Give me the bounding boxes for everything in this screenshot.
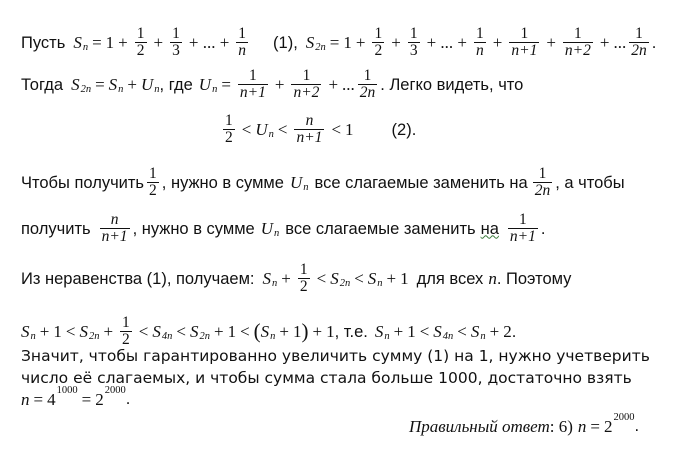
- frac-1-2: $\frac{1}{2}$: [374, 25, 383, 60]
- sub-n: n: [30, 330, 36, 342]
- op-dots: ...: [613, 33, 627, 53]
- answer-label: Правильный ответ: [409, 417, 550, 436]
- math-S: S: [71, 75, 80, 95]
- num-two: 2: [604, 417, 613, 436]
- op-plus: +: [393, 322, 404, 342]
- math-U: U: [255, 120, 268, 140]
- op-lt: <: [331, 120, 342, 140]
- sub-n: n: [272, 277, 278, 289]
- math-S: S: [433, 322, 442, 342]
- line-chain: [21, 315, 516, 349]
- frac-n-n-plus-1: $\frac{n}{n+1}$: [101, 211, 128, 246]
- exp-1000: 1000: [56, 385, 78, 397]
- op-plus: +: [492, 33, 503, 53]
- exp-2000: 2000: [613, 412, 635, 424]
- op-lt: <: [354, 269, 364, 289]
- op-eq: =: [221, 75, 231, 95]
- num-two: 2: [503, 322, 512, 342]
- frac-1-2n: $\frac{1}{2n}$: [534, 165, 551, 200]
- math-S: S: [330, 269, 339, 289]
- text-chtoby: Чтобы получить: [21, 173, 145, 192]
- num-one: 1: [105, 33, 115, 53]
- frac-1-n-plus-1: $\frac{1}{n+1}$: [239, 67, 266, 102]
- sub-2n: 2n: [80, 83, 92, 95]
- label-eq2: (2).: [391, 120, 417, 139]
- sub-n: n: [212, 83, 218, 95]
- frac-1-2n: $\frac{1}{2n}$: [631, 25, 647, 60]
- frac-1-n-plus-2: $\frac{1}{n+2}$: [293, 67, 320, 102]
- op-lt: <: [419, 322, 430, 342]
- num-one: 1: [227, 322, 237, 342]
- frac-1-2: $\frac{1}{2}$: [122, 314, 130, 349]
- num-four: 4: [47, 390, 56, 409]
- math-n: n: [577, 417, 587, 436]
- math-S: S: [108, 75, 118, 95]
- num-one: 1: [400, 269, 409, 289]
- num-one: 1: [53, 322, 62, 342]
- sub-n: n: [303, 181, 309, 193]
- line-chtoby: [21, 166, 625, 200]
- text-nuzhno: , нужно в сумме: [161, 173, 284, 192]
- math-S: S: [470, 322, 480, 342]
- line-znachit-1: Значит, чтобы гарантированно увеличить сумму (1) на 1, нужно учетверить: [21, 347, 650, 365]
- line-znachit-2: число её слагаемых, и чтобы сумма стала больше 1000, достаточно взять: [21, 369, 632, 387]
- sub-n: n: [384, 330, 390, 342]
- sub-4n: 4n: [161, 330, 173, 342]
- text-te: , т.е.: [334, 322, 368, 341]
- text-vse: все слагаемые заменить: [285, 219, 476, 238]
- op-plus: +: [153, 33, 164, 53]
- frac-1-n-plus-2: $\frac{1}{n+2}$: [564, 25, 591, 60]
- text-poluchit: получить: [21, 219, 91, 238]
- paren-right: ): [301, 319, 309, 344]
- op-plus: +: [118, 33, 128, 53]
- text-dot: .: [511, 322, 517, 341]
- text-vse: все слагаемые заменить на: [314, 173, 528, 192]
- num-one: 1: [343, 33, 352, 53]
- sub-n: n: [274, 227, 280, 239]
- line-definitions: [21, 26, 656, 60]
- op-plus: +: [213, 322, 224, 342]
- sub-n: n: [268, 128, 274, 140]
- paren-left: (: [253, 319, 261, 344]
- math-U: U: [198, 75, 212, 95]
- math-n: n: [488, 269, 497, 289]
- frac-1-n-plus-1: $\frac{1}{n+1}$: [511, 25, 538, 60]
- op-plus: +: [599, 33, 610, 53]
- op-lt: <: [240, 322, 250, 342]
- text-poetomu: . Поэтому: [496, 269, 572, 288]
- op-plus: +: [39, 322, 50, 342]
- frac-1-2: $\frac{1}{2}$: [299, 261, 308, 296]
- op-eq: =: [81, 390, 92, 409]
- num-two: 2: [95, 390, 104, 409]
- text-togda: Тогда: [21, 75, 64, 94]
- math-S: S: [152, 322, 161, 342]
- frac-1-3: $\frac{1}{3}$: [409, 25, 418, 60]
- text-dot: .: [540, 219, 546, 238]
- text-legko: . Легко видеть, что: [380, 75, 524, 94]
- op-plus: +: [386, 269, 397, 289]
- text-gde: , где: [159, 75, 193, 94]
- sub-2n: 2n: [88, 330, 100, 342]
- op-plus: +: [328, 75, 339, 95]
- line-answer: [409, 412, 640, 436]
- op-dots: ...: [342, 75, 355, 95]
- math-U: U: [260, 219, 273, 239]
- text-dot: .: [125, 390, 131, 409]
- frac-1-3: $\frac{1}{3}$: [172, 25, 180, 60]
- op-plus: +: [391, 33, 401, 53]
- op-plus-dots: + ... +: [426, 33, 468, 53]
- frac-1-n: $\frac{1}{n}$: [476, 25, 484, 60]
- math-S: S: [73, 33, 82, 53]
- frac-n-n-plus-1: $\frac{n}{n+1}$: [296, 112, 323, 147]
- math-S: S: [260, 322, 270, 342]
- num-one: 1: [345, 120, 354, 140]
- op-plus: +: [274, 75, 285, 95]
- op-eq: =: [92, 33, 102, 53]
- line-iz: [21, 262, 571, 296]
- op-plus: +: [355, 33, 366, 53]
- line-inequality-2: [220, 113, 416, 147]
- math-S: S: [79, 322, 88, 342]
- op-lt: <: [65, 322, 76, 342]
- sub-n: n: [118, 83, 124, 95]
- frac-1-n-plus-1: $\frac{1}{n+1}$: [509, 211, 536, 246]
- op-lt: <: [277, 120, 288, 140]
- op-plus: +: [127, 75, 137, 95]
- sub-2n: 2n: [315, 41, 326, 53]
- op-lt: <: [138, 322, 149, 342]
- op-plus: +: [312, 322, 323, 342]
- math-U: U: [289, 173, 303, 193]
- text-dot: .: [651, 33, 657, 52]
- math-S: S: [367, 269, 377, 289]
- frac-1-n: $\frac{1}{n}$: [238, 25, 247, 60]
- text-iz: Из неравенства (1), получаем:: [21, 269, 255, 288]
- op-plus: +: [489, 322, 500, 342]
- num-one: 1: [407, 322, 416, 342]
- op-lt: <: [457, 322, 467, 342]
- op-lt: <: [241, 120, 252, 140]
- text-na-spellcheck: на: [480, 219, 499, 238]
- sub-4n: 4n: [442, 330, 454, 342]
- num-one: 1: [326, 322, 335, 342]
- text-dot: .: [634, 417, 640, 436]
- sub-2n: 2n: [199, 330, 210, 342]
- sub-n: n: [480, 330, 486, 342]
- math-S: S: [21, 322, 30, 342]
- op-eq: =: [33, 390, 44, 409]
- text-nuzhno: , нужно в сумме: [132, 219, 255, 238]
- frac-1-2: $\frac{1}{2}$: [136, 25, 145, 60]
- num-one: 1: [293, 322, 302, 342]
- line-poluchit: [21, 212, 545, 246]
- frac-1-2n: $\frac{1}{2n}$: [359, 67, 376, 102]
- exp-2000: 2000: [104, 385, 126, 397]
- op-plus: +: [103, 322, 114, 342]
- math-U: U: [141, 75, 154, 95]
- op-eq: =: [590, 417, 600, 436]
- op-plus: +: [281, 269, 291, 289]
- frac-1-2: $\frac{1}{2}$: [149, 165, 157, 200]
- op-plus: +: [279, 322, 289, 342]
- op-eq: =: [329, 33, 340, 53]
- math-n: n: [21, 390, 30, 409]
- op-lt: <: [176, 322, 186, 342]
- text-dlya: для всех: [416, 269, 484, 288]
- sub-n: n: [154, 83, 160, 95]
- text-pust: Пусть: [21, 33, 66, 52]
- math-S: S: [305, 33, 315, 53]
- sub-2n: 2n: [339, 277, 351, 289]
- op-eq: =: [95, 75, 105, 95]
- line-n-value: [21, 385, 131, 409]
- sub-n: n: [377, 277, 383, 289]
- sub-n: n: [270, 330, 276, 342]
- op-plus: +: [546, 33, 556, 53]
- op-plus-dots: + ... +: [188, 33, 230, 53]
- label-eq1: (1),: [273, 33, 298, 52]
- math-S: S: [374, 322, 384, 342]
- math-S: S: [189, 322, 199, 342]
- line-togda: [21, 68, 523, 102]
- frac-1-2: $\frac{1}{2}$: [225, 112, 233, 147]
- text-a-chtoby: , а чтобы: [555, 173, 625, 192]
- math-S: S: [262, 269, 272, 289]
- answer-option: : 6): [549, 417, 573, 436]
- op-lt: <: [316, 269, 327, 289]
- sub-n: n: [82, 41, 89, 53]
